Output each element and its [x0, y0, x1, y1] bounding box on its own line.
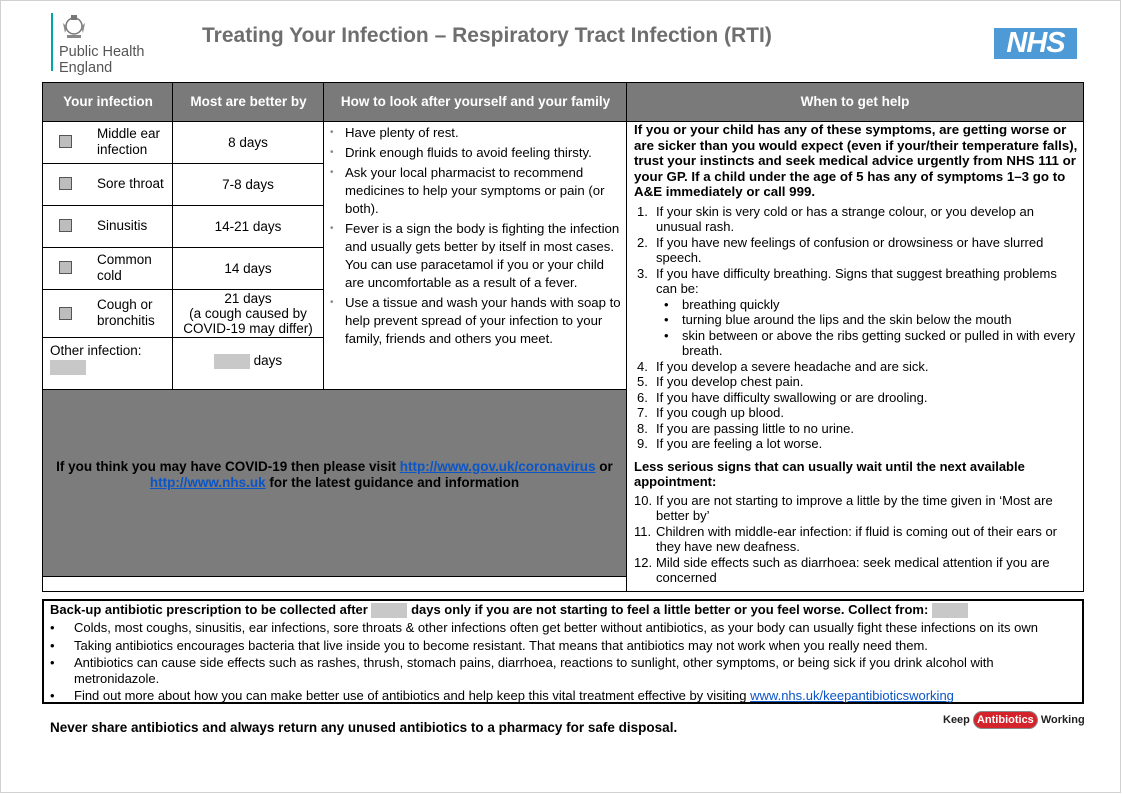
kaw-antibiotics: Antibiotics [973, 711, 1038, 729]
backup-last-text: Find out more about how you can make better use of antibiotics and help keep this vital treatment effective by visiting [74, 688, 751, 704]
care-item: • Use a tissue and wash your hands with soap to help prevent spread of your infection to your family, friends and others you meet. [345, 294, 621, 348]
backup-bullet [50, 688, 1076, 704]
other-days-field[interactable] [214, 354, 250, 369]
help-item-number: 9. [637, 436, 648, 451]
page-title: Treating Your Infection – Respiratory Tract Infection (RTI) [202, 24, 772, 47]
breathing-sign: • breathing quickly [662, 297, 1079, 313]
help-item-text: Mild side effects such as diarrhoea: seek medical attention if you are concerned [656, 554, 1050, 585]
checkbox[interactable] [59, 307, 72, 320]
checkbox[interactable] [59, 177, 72, 190]
kaw-keep: Keep [943, 714, 970, 726]
checkbox[interactable] [59, 135, 72, 148]
help-item-number: 2. [637, 234, 648, 250]
royal-crest-icon [59, 13, 89, 39]
help-item-text: Children with middle-ear infection: if fluid is coming out of their ears or they have new deafness. [656, 523, 1058, 554]
help-item-text: If you develop a severe headache and are sick. [656, 358, 929, 374]
care-item: • Drink enough fluids to avoid feeling thirsty. [345, 144, 621, 162]
checkbox[interactable] [59, 219, 72, 232]
help-item-number: 5. [637, 374, 648, 389]
care-item: • Fever is a sign the body is fighting the infection and usually gets better by itself in most cases. You can use paracetamol if you or your child are uncomfortable as a result of a fever. [345, 220, 621, 292]
infection-label: Middle ear infection [97, 126, 161, 157]
backup-title-part1: Back-up antibiotic prescription to be collected after [50, 602, 372, 617]
breathing-sign: • turning blue around the lips and the skin below the mouth [662, 312, 1079, 328]
infection-label: Sinusitis [97, 218, 148, 233]
help-item-number: 12. [634, 554, 653, 570]
help-item [634, 390, 1079, 406]
never-share-note: Never share antibiotics and always return any unused antibiotics to a pharmacy for safe disposal. [50, 720, 678, 735]
backup-days-field[interactable] [371, 603, 407, 618]
help-item-text: If you are not starting to improve a little by the time given in ‘Most are better by’ [656, 492, 1053, 523]
get-help-section [634, 121, 1079, 586]
covid-box [43, 389, 626, 577]
breathing-sign: • skin between or above the ribs getting sucked or pulled in with every breath. [662, 328, 1079, 359]
collect-from-field[interactable] [932, 603, 968, 618]
help-item [634, 374, 1079, 390]
infection-label: Common cold [97, 252, 152, 283]
help-item [634, 359, 1079, 375]
covid-mid: or [595, 459, 613, 474]
help-item-number: 3. [637, 265, 648, 281]
backup-prescription-box [42, 599, 1084, 704]
infection-table [42, 82, 1084, 592]
help-item-text: If you cough up blood. [656, 405, 784, 420]
covid-prefix: If you think you may have COVID-19 then please visit [56, 459, 400, 474]
help-item [634, 204, 1079, 235]
help-item [634, 421, 1079, 437]
backup-title-part2: days only if you are not starting to feel a little better or you feel worse. Collect from: [407, 602, 932, 617]
infection-label: Cough or bronchitis [97, 297, 155, 328]
kaw-working: Working [1040, 714, 1085, 726]
days-value: 8 days [228, 135, 268, 150]
other-days [173, 353, 323, 369]
less-serious-title: Less serious signs that can usually wait until the next available appointment: [634, 458, 1025, 489]
days-value: 14-21 days [214, 219, 282, 234]
help-item [634, 266, 1079, 297]
help-item-text: If you have new feelings of confusion or drowsiness or have slurred speech. [656, 234, 1044, 265]
help-item-number: 7. [637, 405, 648, 420]
help-item-number: 6. [637, 389, 648, 405]
nhs-logo: NHS [994, 28, 1077, 59]
care-item: • Have plenty of rest. [345, 124, 621, 142]
other-infection-field[interactable] [50, 360, 86, 375]
help-item-number: 4. [637, 358, 648, 374]
help-item-text: If you have difficulty breathing. Signs that suggest breathing problems can be: [656, 265, 1057, 296]
nhs-link[interactable]: http://www.nhs.uk [149, 475, 266, 490]
days-value: 7-8 days [222, 177, 274, 192]
divider [626, 83, 627, 591]
header-your-infection: Your infection [43, 83, 173, 121]
table-row [43, 205, 173, 247]
other-days-label: days [253, 353, 283, 368]
less-serious-item [634, 493, 1079, 524]
table-row-other [43, 337, 173, 389]
phe-logo [51, 13, 145, 76]
days-line: COVID-19 may differ) [183, 321, 313, 336]
backup-bullet: • Antibiotics can cause side effects such as rashes, thrush, stomach pains, diarrhoea, reactions to sunlight, other symptoms, or being sick if you drink alcohol with metronidazole. [50, 655, 1076, 686]
covid-suffix: for the latest guidance and information [265, 475, 520, 490]
divider [323, 83, 324, 389]
help-item [634, 405, 1079, 421]
other-infection-label: Other infection: [50, 343, 142, 358]
covid-text [53, 459, 616, 491]
table-row [43, 121, 173, 163]
table-row [43, 163, 173, 205]
keep-antibiotics-working-logo [943, 709, 1085, 731]
help-item-text: If you have difficulty swallowing or are drooling. [656, 389, 928, 405]
help-item-number: 1. [637, 203, 648, 219]
infection-label: Sore throat [97, 176, 164, 191]
help-item-text: If your skin is very cold or has a strange colour, or you develop an unusual rash. [656, 203, 1034, 234]
backup-bullet: • Colds, most coughs, sinusitis, ear infections, sore throats & other infections often get better without antibiotics, as your body can usually fight these infections on its own [50, 620, 1076, 636]
checkbox[interactable] [59, 261, 72, 274]
less-serious-item [634, 524, 1079, 555]
help-item [634, 235, 1079, 266]
help-item-text: If you develop chest pain. [656, 374, 804, 389]
help-item-number: 8. [637, 420, 648, 436]
less-serious-item [634, 555, 1079, 586]
days-line: 21 days [224, 291, 272, 306]
phe-line1: Public Health [59, 44, 145, 60]
keep-antibiotics-working-link[interactable]: www.nhs.uk/keepantibioticsworking [750, 688, 954, 704]
days-line: (a cough caused by [189, 306, 307, 321]
help-item-number: 10. [634, 492, 653, 508]
days-value: 14 days [224, 261, 272, 276]
header-get-help: When to get help [627, 83, 1083, 121]
help-item-number: 11. [634, 523, 652, 539]
phe-line2: England [59, 60, 113, 76]
backup-title [50, 602, 1076, 618]
help-item-text: If you are feeling a lot worse. [656, 436, 823, 451]
table-row [43, 289, 173, 337]
care-list [325, 124, 621, 350]
header-better-by: Most are better by [173, 83, 324, 121]
help-intro: If you or your child has any of these symptoms, are getting worse or are sicker than you would expect (even if your/their temperature falls), trust your instincts and seek medical advice urgently from NHS 111 or your GP. If a child under the age of 5 has any of symptoms 1–3 go to A&E immediately or call 999. [634, 122, 1078, 199]
help-item [634, 436, 1079, 452]
days-value [173, 291, 323, 336]
header-look-after: How to look after yourself and your family [324, 83, 627, 121]
help-item-text: If you are passing little to no urine. [656, 420, 855, 436]
care-item: • Ask your local pharmacist to recommend medicines to help your symptoms or pain (or both). [345, 164, 621, 218]
gov-coronavirus-link[interactable]: http://www.gov.uk/coronavirus [399, 459, 596, 474]
table-row [43, 247, 173, 289]
backup-bullet: • Taking antibiotics encourages bacteria that live inside you to become resistant. That means that antibiotics may not work when you really need them. [50, 638, 1076, 654]
